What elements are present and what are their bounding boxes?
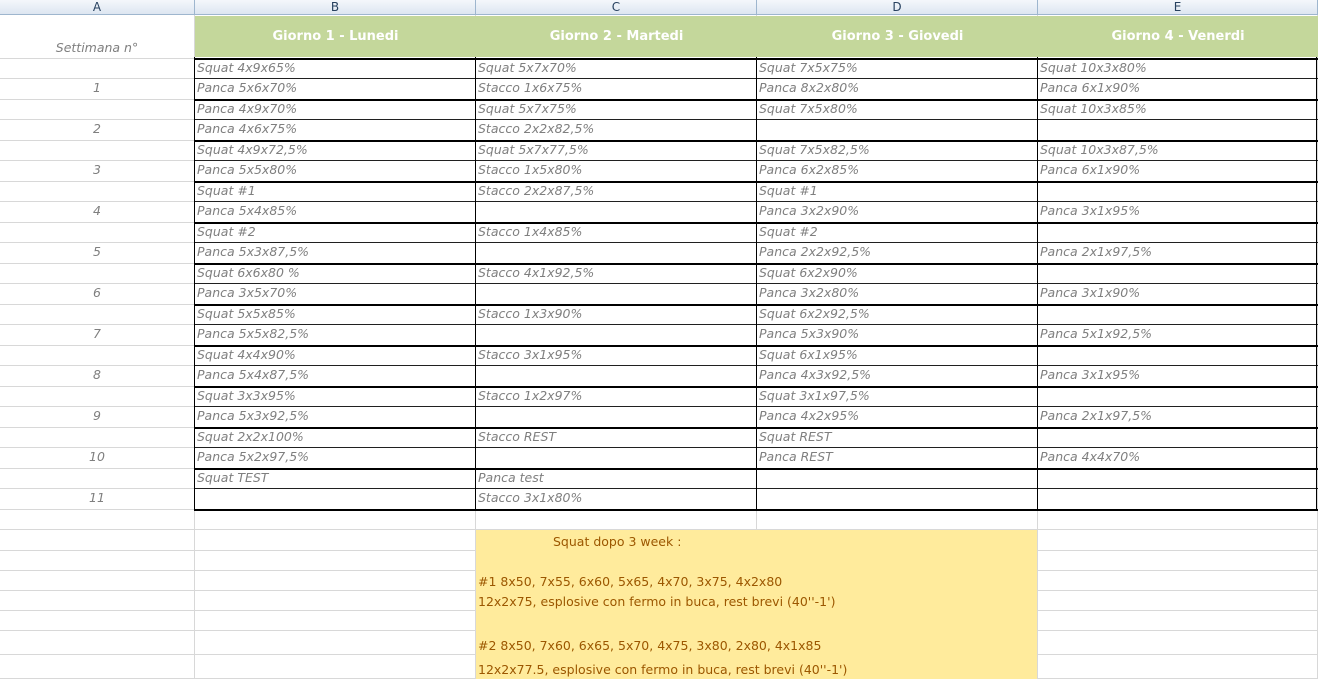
cell-border bbox=[195, 447, 476, 448]
cell-border bbox=[195, 468, 476, 470]
week-number[interactable]: 7 bbox=[93, 326, 101, 341]
cell-border bbox=[1038, 160, 1318, 161]
workout-cell[interactable] bbox=[1038, 304, 1318, 324]
cell-border bbox=[476, 447, 757, 448]
workout-cell[interactable] bbox=[1038, 488, 1318, 508]
week-number[interactable]: 8 bbox=[93, 367, 101, 382]
workout-cell[interactable] bbox=[476, 406, 757, 426]
workout-cell[interactable] bbox=[476, 324, 757, 344]
header-settimana[interactable]: Settimana n° bbox=[55, 40, 139, 55]
workout-cell[interactable]: Panca 3x2x80% bbox=[759, 285, 860, 300]
workout-cell[interactable]: Squat #2 bbox=[197, 224, 256, 239]
workout-cell[interactable]: Squat 3x3x95% bbox=[197, 388, 296, 403]
workout-cell[interactable]: Panca 8x2x80% bbox=[759, 80, 860, 95]
cell-border bbox=[757, 140, 1038, 142]
workout-cell[interactable]: Stacco 3x1x95% bbox=[478, 347, 583, 362]
cell-border bbox=[1038, 181, 1318, 183]
workout-cell[interactable]: Stacco 1x4x85% bbox=[478, 224, 583, 239]
workout-cell[interactable]: Squat 10x3x85% bbox=[1040, 101, 1147, 116]
cell-border bbox=[194, 57, 195, 511]
cell-border bbox=[476, 509, 757, 511]
note-title: Squat dopo 3 week : bbox=[553, 534, 682, 549]
cell-border bbox=[757, 509, 1038, 511]
cell-border bbox=[1038, 78, 1318, 79]
workout-cell[interactable] bbox=[1038, 468, 1318, 488]
workout-cell[interactable]: Squat 5x7x77,5% bbox=[478, 142, 589, 157]
column-header-d[interactable]: D bbox=[757, 0, 1038, 15]
cell-border bbox=[1038, 406, 1318, 407]
cell-border bbox=[195, 242, 476, 243]
cell-border bbox=[1038, 345, 1318, 347]
cell-border bbox=[195, 99, 476, 101]
cell-border bbox=[476, 283, 757, 284]
cell-border bbox=[1038, 427, 1318, 429]
week-number[interactable]: 9 bbox=[93, 408, 101, 423]
workout-cell[interactable]: Panca 5x6x70% bbox=[197, 80, 298, 95]
cell-border bbox=[195, 263, 476, 265]
cell-border bbox=[476, 365, 757, 366]
cell-border bbox=[1038, 365, 1318, 366]
workout-cell[interactable]: Squat 10x3x87,5% bbox=[1040, 142, 1159, 157]
cell-border bbox=[757, 181, 1038, 183]
workout-cell[interactable]: Stacco 1x6x75% bbox=[478, 80, 583, 95]
cell-border bbox=[476, 78, 757, 79]
workout-cell[interactable]: Squat #1 bbox=[759, 183, 818, 198]
workout-cell[interactable]: Squat 7x5x80% bbox=[759, 101, 858, 116]
workout-cell[interactable]: Squat 7x5x82,5% bbox=[759, 142, 870, 157]
week-number[interactable]: 11 bbox=[89, 490, 105, 505]
cell-border bbox=[476, 304, 757, 306]
cell-border bbox=[476, 181, 757, 183]
workout-cell[interactable]: Panca 5x5x80% bbox=[197, 162, 298, 177]
workout-cell[interactable]: Squat 5x5x85% bbox=[197, 306, 296, 321]
cell-border bbox=[1316, 57, 1317, 511]
cell-border bbox=[1038, 242, 1318, 243]
workout-cell[interactable]: Squat 10x3x80% bbox=[1040, 60, 1147, 75]
cell-border bbox=[757, 242, 1038, 243]
workout-cell[interactable] bbox=[1038, 427, 1318, 447]
cell-border bbox=[1038, 386, 1318, 388]
workout-cell[interactable]: Panca 5x3x90% bbox=[759, 326, 860, 341]
workout-cell[interactable]: Squat 5x7x75% bbox=[478, 101, 577, 116]
workout-cell[interactable]: Panca REST bbox=[759, 449, 833, 464]
cell-border bbox=[195, 324, 476, 325]
cell-border bbox=[195, 78, 476, 79]
workout-cell[interactable] bbox=[1038, 222, 1318, 242]
workout-cell[interactable] bbox=[1038, 263, 1318, 283]
cell-border bbox=[195, 386, 476, 388]
workout-cell[interactable]: Squat #2 bbox=[759, 224, 818, 239]
workout-cell[interactable] bbox=[757, 468, 1038, 488]
workout-cell[interactable] bbox=[476, 242, 757, 262]
workout-cell[interactable]: Squat 2x2x100% bbox=[197, 429, 304, 444]
workout-cell[interactable]: Panca 3x1x90% bbox=[1040, 285, 1141, 300]
workout-cell[interactable]: Squat 4x4x90% bbox=[197, 347, 296, 362]
workout-cell[interactable] bbox=[476, 447, 757, 467]
week-number[interactable]: 6 bbox=[93, 285, 101, 300]
cell-border bbox=[757, 58, 1038, 60]
cell-border bbox=[195, 201, 476, 202]
cell-border bbox=[476, 160, 757, 161]
workout-cell[interactable]: Panca test bbox=[478, 470, 544, 485]
cell-border bbox=[757, 304, 1038, 306]
note-line-4: 12x2x77.5, esplosive con fermo in buca, rest brevi (40''-1') bbox=[478, 662, 848, 677]
cell-border bbox=[757, 283, 1038, 284]
workout-cell[interactable]: Stacco 2x2x87,5% bbox=[478, 183, 595, 198]
cell-border bbox=[757, 201, 1038, 202]
cell-border bbox=[1038, 488, 1318, 489]
workout-cell[interactable]: Panca 4x9x70% bbox=[197, 101, 298, 116]
cell-border bbox=[476, 406, 757, 407]
cell-border bbox=[195, 427, 476, 429]
cell-border bbox=[757, 447, 1038, 448]
cell-border bbox=[195, 509, 476, 511]
cell-border bbox=[757, 78, 1038, 79]
cell-border bbox=[757, 406, 1038, 407]
week-number[interactable]: 4 bbox=[93, 203, 101, 218]
cell-border bbox=[476, 427, 757, 429]
cell-border bbox=[475, 57, 476, 511]
cell-border bbox=[757, 427, 1038, 429]
workout-cell[interactable]: Squat REST bbox=[759, 429, 832, 444]
workout-cell[interactable]: Panca 4x6x75% bbox=[197, 121, 298, 136]
workout-cell[interactable] bbox=[1038, 386, 1318, 406]
workout-cell[interactable]: Panca 6x1x90% bbox=[1040, 162, 1141, 177]
workout-cell[interactable]: Stacco 1x5x80% bbox=[478, 162, 583, 177]
workout-cell[interactable]: Stacco 1x3x90% bbox=[478, 306, 583, 321]
week-number[interactable]: 10 bbox=[89, 449, 105, 464]
cell-border bbox=[195, 345, 476, 347]
workout-cell[interactable] bbox=[1038, 119, 1318, 139]
cell-border bbox=[476, 263, 757, 265]
cell-border bbox=[476, 345, 757, 347]
cell-border bbox=[757, 119, 1038, 120]
workout-cell[interactable]: Panca 2x1x97,5% bbox=[1040, 408, 1153, 423]
cell-border bbox=[195, 140, 476, 142]
workout-cell[interactable]: Panca 4x4x70% bbox=[1040, 449, 1141, 464]
column-header-b[interactable]: B bbox=[195, 0, 476, 15]
cell-border bbox=[1038, 468, 1318, 470]
cell-border bbox=[1038, 119, 1318, 120]
cell-border bbox=[195, 365, 476, 366]
cell-border bbox=[195, 181, 476, 183]
workout-cell[interactable]: Stacco 4x1x92,5% bbox=[478, 265, 595, 280]
column-header-e[interactable]: E bbox=[1038, 0, 1318, 15]
cell-border bbox=[757, 324, 1038, 325]
cell-border bbox=[195, 488, 476, 489]
cell-border bbox=[476, 242, 757, 243]
day-header-1[interactable]: Giorno 1 - Lunedi bbox=[195, 16, 476, 57]
workout-cell[interactable] bbox=[757, 488, 1038, 508]
cell-border bbox=[476, 488, 757, 489]
week-number[interactable]: 1 bbox=[93, 80, 101, 95]
workout-cell[interactable]: Squat 6x6x80 % bbox=[197, 265, 300, 280]
workout-cell[interactable]: Squat 3x1x97,5% bbox=[759, 388, 870, 403]
workout-cell[interactable]: Squat 6x2x90% bbox=[759, 265, 858, 280]
cell-border bbox=[476, 324, 757, 325]
cell-border bbox=[757, 160, 1038, 161]
workout-cell[interactable]: Panca 3x2x90% bbox=[759, 203, 860, 218]
cell-border bbox=[1038, 140, 1318, 142]
workout-cell[interactable]: Panca 4x3x92,5% bbox=[759, 367, 872, 382]
cell-border bbox=[476, 119, 757, 120]
workout-cell[interactable] bbox=[1038, 181, 1318, 201]
cell-border bbox=[195, 304, 476, 306]
day-header-2[interactable]: Giorno 2 - Martedi bbox=[476, 16, 757, 57]
cell-border bbox=[757, 365, 1038, 366]
cell-border bbox=[1038, 263, 1318, 265]
cell-border bbox=[1038, 201, 1318, 202]
cell-border bbox=[476, 140, 757, 142]
workout-cell[interactable]: Squat TEST bbox=[197, 470, 269, 485]
workout-cell[interactable]: Panca 3x5x70% bbox=[197, 285, 298, 300]
cell-border bbox=[757, 99, 1038, 101]
note-line-2: 12x2x75, esplosive con fermo in buca, rest brevi (40''-1') bbox=[478, 594, 836, 609]
week-number[interactable]: 2 bbox=[93, 121, 101, 136]
workout-cell[interactable]: Squat 6x2x92,5% bbox=[759, 306, 870, 321]
workout-cell[interactable] bbox=[476, 283, 757, 303]
workout-cell[interactable]: Panca 5x3x87,5% bbox=[197, 244, 310, 259]
workout-cell[interactable]: Squat 7x5x75% bbox=[759, 60, 858, 75]
workout-cell[interactable]: Panca 5x4x85% bbox=[197, 203, 298, 218]
workout-cell[interactable]: Stacco 3x1x80% bbox=[478, 490, 583, 505]
cell-border bbox=[195, 283, 476, 284]
note-box[interactable] bbox=[476, 530, 1037, 679]
cell-border bbox=[476, 222, 757, 224]
cell-border bbox=[757, 222, 1038, 224]
cell-border bbox=[195, 58, 476, 60]
workout-cell[interactable]: Stacco REST bbox=[478, 429, 557, 444]
workout-cell[interactable] bbox=[476, 365, 757, 385]
cell-border bbox=[195, 222, 476, 224]
workout-cell[interactable]: Panca 4x2x95% bbox=[759, 408, 860, 423]
workout-cell[interactable]: Squat 6x1x95% bbox=[759, 347, 858, 362]
workout-cell[interactable]: Panca 6x2x85% bbox=[759, 162, 860, 177]
workout-cell[interactable]: Stacco 1x2x97% bbox=[478, 388, 583, 403]
workout-cell[interactable]: Squat 4x9x65% bbox=[197, 60, 296, 75]
workout-cell[interactable]: Panca 5x5x82,5% bbox=[197, 326, 310, 341]
cell-border bbox=[1038, 304, 1318, 306]
cell-border bbox=[1038, 222, 1318, 224]
workout-cell[interactable] bbox=[195, 488, 476, 508]
cell-border bbox=[1038, 283, 1318, 284]
column-header-c[interactable]: C bbox=[476, 0, 757, 15]
note-line-3: #2 8x50, 7x60, 6x65, 5x70, 4x75, 3x80, 2x80, 4x1x85 bbox=[478, 638, 822, 653]
workout-cell[interactable]: Panca 5x3x92,5% bbox=[197, 408, 310, 423]
workout-cell[interactable]: Panca 5x1x92,5% bbox=[1040, 326, 1153, 341]
workout-cell[interactable]: Squat #1 bbox=[197, 183, 256, 198]
cell-border bbox=[476, 386, 757, 388]
cell-border bbox=[1038, 324, 1318, 325]
cell-border bbox=[757, 345, 1038, 347]
workout-cell[interactable]: Squat 5x7x70% bbox=[478, 60, 577, 75]
workout-cell[interactable]: Panca 2x1x97,5% bbox=[1040, 244, 1153, 259]
workout-cell[interactable]: Panca 3x1x95% bbox=[1040, 203, 1141, 218]
cell-border bbox=[1037, 57, 1038, 511]
cell-border bbox=[476, 468, 757, 470]
cell-border bbox=[1038, 509, 1318, 511]
week-number[interactable]: 5 bbox=[93, 244, 101, 259]
cell-border bbox=[1038, 447, 1318, 448]
cell-border bbox=[195, 406, 476, 407]
workout-cell[interactable]: Panca 5x4x87,5% bbox=[197, 367, 310, 382]
cell-border bbox=[476, 58, 757, 60]
day-header-3[interactable]: Giorno 3 - Giovedi bbox=[757, 16, 1038, 57]
workout-cell[interactable]: Panca 2x2x92,5% bbox=[759, 244, 872, 259]
cell-border bbox=[195, 160, 476, 161]
workout-cell[interactable] bbox=[757, 119, 1038, 139]
day-header-4[interactable]: Giorno 4 - Venerdi bbox=[1038, 16, 1318, 57]
column-header-a[interactable]: A bbox=[0, 0, 195, 15]
note-line-1: #1 8x50, 7x55, 6x60, 5x65, 4x70, 3x75, 4x2x80 bbox=[478, 574, 783, 589]
workout-cell[interactable] bbox=[1038, 345, 1318, 365]
cell-border bbox=[756, 57, 757, 511]
workout-cell[interactable]: Panca 5x2x97,5% bbox=[197, 449, 310, 464]
cell-border bbox=[476, 99, 757, 101]
workout-cell[interactable]: Squat 4x9x72,5% bbox=[197, 142, 308, 157]
cell-border bbox=[757, 468, 1038, 470]
workout-cell[interactable]: Panca 6x1x90% bbox=[1040, 80, 1141, 95]
cell-border bbox=[1038, 99, 1318, 101]
cell-border bbox=[757, 488, 1038, 489]
cell-border bbox=[757, 263, 1038, 265]
cell-border bbox=[757, 386, 1038, 388]
workout-cell[interactable]: Stacco 2x2x82,5% bbox=[478, 121, 595, 136]
cell-border bbox=[1038, 58, 1318, 60]
workout-cell[interactable]: Panca 3x1x95% bbox=[1040, 367, 1141, 382]
workout-cell[interactable] bbox=[476, 201, 757, 221]
cell-border bbox=[195, 119, 476, 120]
week-number[interactable]: 3 bbox=[93, 162, 101, 177]
cell-border bbox=[476, 201, 757, 202]
